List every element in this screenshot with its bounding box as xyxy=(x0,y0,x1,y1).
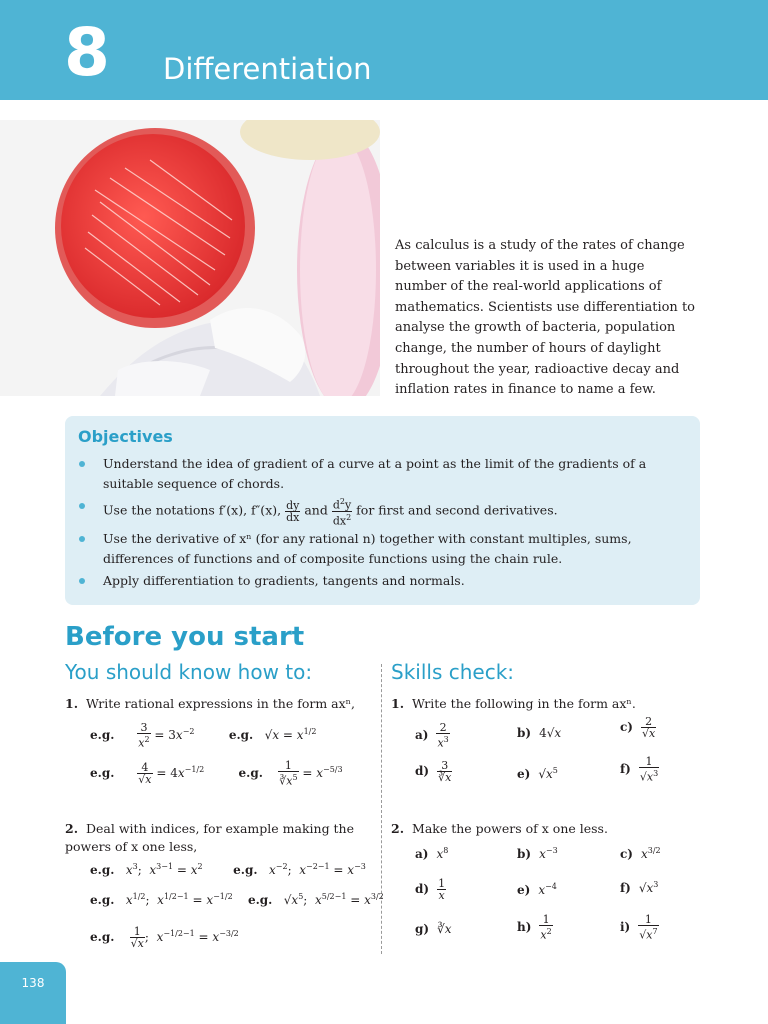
objective-item: Use the notations f′(x), f″(x), $\frac{dy}{dx}$ and $\frac{d^2y}{dx^2}$ for first and second derivatives. xyxy=(78,496,690,526)
chapter-title: Differentiation xyxy=(163,52,372,86)
skills-answer: a) $\frac{2}{x^3}$ xyxy=(415,721,449,750)
skills-answer: f) $\frac{1}{√x^3}$ xyxy=(620,755,659,784)
skills-answer: e) $√x^5$ xyxy=(517,766,558,781)
chapter-number: 8 xyxy=(64,14,110,91)
right-question-1: 1. Write the following in the form axⁿ. xyxy=(391,696,636,711)
example-row: e.g. $x^3$; $x^{3-1} = x^2$ e.g. $x^{-2}$; $x^{-2-1} = x^{-3}$ xyxy=(90,862,366,877)
column-divider xyxy=(381,664,382,954)
skills-answer: b) $x^{-3}$ xyxy=(517,846,558,861)
skills-answer: h) $\frac{1}{x^2}$ xyxy=(517,913,552,942)
page-number-tab xyxy=(0,962,66,1024)
skills-answer: b) 4√x xyxy=(517,726,562,740)
example-row: e.g. $\frac{4}{√x}$ = $4x^{-1/2}$ e.g. $\frac{1}{∛x^5}$ = $x^{-5/3}$ xyxy=(90,759,343,788)
example-row: e.g. $x^{1/2}$; $x^{1/2-1} = x^{-1/2}$ e.g. $√x^5$; $x^{5/2-1} = x^{3/2}$ xyxy=(90,892,384,907)
dy-dx-fraction: $\frac{dy}{dx}$ xyxy=(286,498,300,524)
skills-answer: g) ∛x xyxy=(415,922,452,936)
objectives-box xyxy=(65,416,700,605)
page-number: 138 xyxy=(21,976,45,990)
chapter-header xyxy=(0,0,768,100)
left-question-2: 2. Deal with indices, for example making the powers of x one less, xyxy=(65,821,355,854)
skills-answer: a) $x^8$ xyxy=(415,846,449,861)
intro-paragraph: As calculus is a study of the rates of change between variables it is used in a huge number of the real-world applications of mathematics. Scientists use differentiation to analyse the growth of bacteria, population change, the number of hours of daylight throughout the year, radioactive decay and inflation rates in finance to name a few. xyxy=(395,238,695,398)
objectives-title: Objectives xyxy=(78,427,173,446)
objectives-list xyxy=(78,454,690,594)
right-question-2: 2. Make the powers of x one less. xyxy=(391,821,608,836)
skills-answer: c) $x^{3/2}$ xyxy=(620,846,661,861)
objective-item: Use the derivative of xⁿ (for any rational n) together with constant multiples, sums, differences of functions and of composite functions using the chain rule. xyxy=(78,529,690,568)
skills-answer: d) $\frac{3}{∛x}$ xyxy=(415,759,452,784)
you-should-know-heading: You should know how to: xyxy=(65,660,313,684)
petri-dish-photo xyxy=(0,120,380,396)
example-row: e.g. $\frac{3}{x^2}$ = $3x^{-2}$ e.g. $√x = x^{1/2}$ xyxy=(90,721,317,750)
skills-answer: f) $√x^3$ xyxy=(620,880,659,895)
skills-check-heading: Skills check: xyxy=(391,660,515,684)
objective-item: Understand the idea of gradient of a curve at a point as the limit of the gradients of a suitable sequence of chords. xyxy=(78,454,690,493)
skills-answer: e) $x^{-4}$ xyxy=(517,882,557,897)
skills-answer: d) $\frac{1}{x}$ xyxy=(415,877,446,902)
d2y-dx2-fraction: $\frac{d^2y}{dx^2}$ xyxy=(332,497,352,528)
objective-item: Apply differentiation to gradients, tangents and normals. xyxy=(78,571,690,591)
before-you-start-title: Before you start xyxy=(65,622,305,652)
example-row: e.g. $\frac{1}{√x}$ ; $x^{-1/2-1} = x^{-3/2}$ xyxy=(90,925,239,950)
left-question-1: 1. Write rational expressions in the form axⁿ, xyxy=(65,696,356,711)
skills-answer: c) $\frac{2}{√x}$ xyxy=(620,715,656,740)
skills-answer: i) $\frac{1}{√x^7}$ xyxy=(620,913,658,942)
